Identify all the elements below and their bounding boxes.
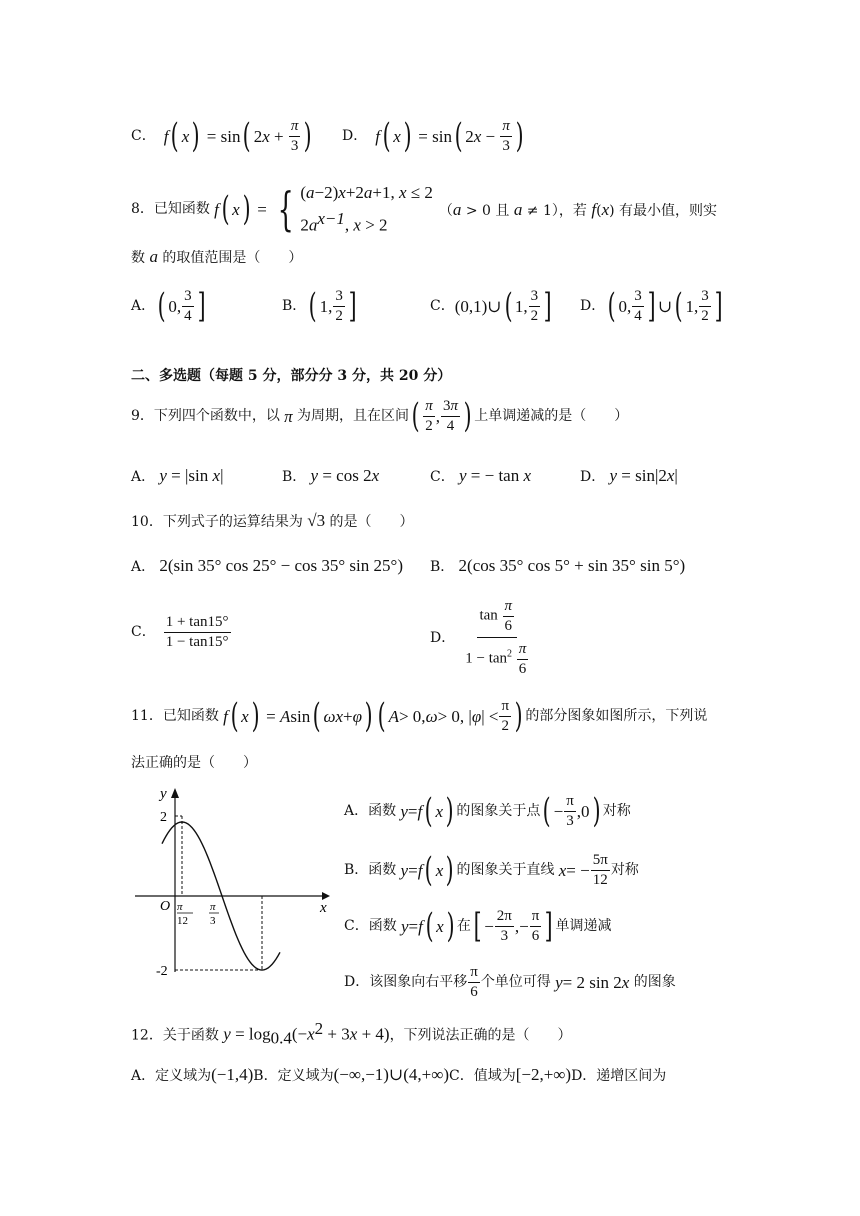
y-label: y [160,786,167,802]
q10-option-c: C． $\frac{1 + \tan 15^\circ}{1 - \tan 15^\circ}$ [131,614,229,650]
q11-option-a: A．函数 y = f ( x ) 的图象关于点 ( − $\frac{\pi}{3}$ ,0 ) 对称 [344,791,631,831]
q11-option-b: B．函数 y = f ( x ) 的图象关于直线 x = − $\frac{5\pi}{12}$ 对称 [344,850,639,890]
q8-option-b: B． ( 1, $\frac{3}{2}$ ] [282,286,357,326]
q11-stem: 11．已知函数 f ( x ) = A sin ( ωx + φ ) ( A > 0, ω > 0, | φ | < $\frac{\pi}{2}$ ) 的部分图象如图所示，下列说 [131,696,708,736]
y-axis-arrow [171,788,179,798]
q12-options: A．定义域为(−1,4)B．定义域为(−∞,−1)∪(4,+∞)C．值域为[−2,+∞)D．递增区间为 [131,1065,667,1084]
q11-graph [130,784,330,984]
q9-option-b: B． y = cos 2x [282,466,380,485]
q11-stem-line2: 法正确的是（ ） [131,755,257,771]
y-bottom-label: -2 [156,964,168,979]
q10-option-b: B． 2(cos 35° cos 5° + sin 35° sin 5°) [430,556,686,575]
x-axis-arrow [322,892,330,900]
tick1-den: 12 [177,915,188,927]
q11-option-c: C．函数 y = f ( x ) 在 [ − $\frac{2\pi}{3}$ ,− $\frac{\pi}{6}$ ] 单调递减 [344,906,612,946]
q11-option-d: D．该图象向右平移 $\frac{\pi}{6}$ 个单位可得 y = 2 sin 2 x 的图象 [344,964,676,1000]
q8-stem-line2: 数 a 的取值范围是（ ） [131,247,303,266]
q7-option-d: D． f ( x ) = sin ( 2 x − $\frac{\pi}{3}$ ) [342,116,524,156]
q8-option-d: D． ( 0, $\frac{3}{4}$ ] ∪ ( 1, $\frac{3}{2}$ ] [580,286,723,326]
tick2-den: 3 [210,915,216,927]
q7-d-label: D． [342,128,368,144]
tick2-num: π [210,901,216,913]
q9-stem: 9．下列四个函数中，以 π 为周期，且在区间 ( $\frac{\pi}{2}$ , $\frac{3\pi}{4}$ ) 上单调递减的是（ ） [131,396,629,436]
q7-option-c: C． f ( x ) = sin ( 2 x + $\frac{\pi}{3}$ ) [131,116,313,156]
section-heading: 二、多选题（每题 5 分，部分分 3 分，共 20 分） [131,368,452,384]
origin-label: O [160,899,171,914]
q9-option-c: C． y = − tan x [430,466,532,485]
q12-stem: 12．关于函数 $y = \log_{0.4}(-x^2 + 3x + 4)$，下列说法正确的是（ ） [131,1019,572,1048]
x-label: x [320,900,327,916]
q10-option-a: A． 2(sin 35° cos 25° − cos 35° sin 25°) [131,556,403,575]
q10-stem: 10．下列式子的运算结果为 √3 的是（ ） [131,511,414,530]
y-top-label: 2 [160,810,167,825]
q9-option-a: A． y = |sin x| [131,466,224,485]
q9-option-d: D． y = sin|2x| [580,466,678,485]
q10-option-d: D． tan $\frac{\pi}{6}$ $1 - \tan^2$ $\frac{\pi}{6}$ [430,598,527,677]
tick1-num: π [177,901,183,913]
q8-option-c: C． (0,1)∪ ( 1, $\frac{3}{2}$ ] [430,286,552,326]
q8-option-a: A． ( 0, $\frac{3}{4}$ ] [131,286,206,326]
q7-c-label: C． [131,128,156,144]
q8-stem: 8．已知函数 f ( x ) = { (a−2)x+2a+1, x ≤ 2 $2a^{x-1}$, x > 2 （a > 0 且 a ≠ 1），若 f(x) 有最小值，则实 [131,182,718,237]
